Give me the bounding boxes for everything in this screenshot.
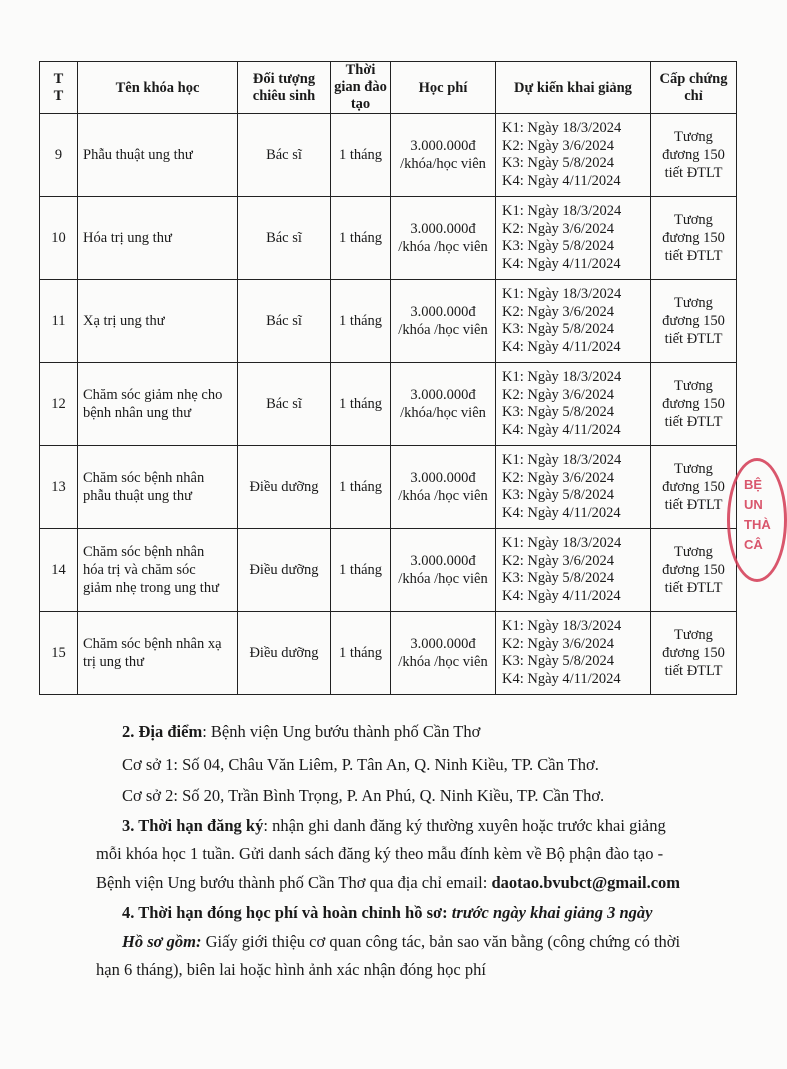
cell-certificate: [651, 197, 737, 280]
section-3-line-2: mỗi khóa học 1 tuần. Gửi danh sách đăng ký theo mẫu đính kèm về Bộ phận đào tạo -: [96, 844, 664, 863]
documents-line-2: hạn 6 tháng), biên lai hoặc hình ảnh xác nhận đóng học phí: [96, 960, 486, 979]
table-row: [40, 446, 737, 529]
cell-fee-line: 3.000.000đ: [410, 304, 476, 320]
cell-certificate: [651, 446, 737, 529]
cell-target: Bác sĩ: [238, 197, 331, 280]
cell-schedule: [496, 280, 651, 363]
cell-target: Bác sĩ: [238, 280, 331, 363]
cell-course-name-line: Phẫu thuật ung thư: [83, 147, 193, 163]
cell-schedule-line: K4: Ngày 4/11/2024: [502, 172, 621, 189]
cell-certificate-line: tiết ĐTLT: [664, 165, 723, 181]
cell-schedule: [496, 114, 651, 197]
seal-text: THÀ: [744, 517, 771, 532]
seal-text: UN: [744, 497, 763, 512]
cell-duration: 1 tháng: [331, 446, 391, 529]
cell-course-name: [78, 280, 238, 363]
cell-target: Điều dưỡng: [238, 612, 331, 695]
cell-certificate-line: đương 150: [662, 147, 725, 163]
cell-course-name-line: Chăm sóc giảm nhẹ cho: [83, 387, 223, 403]
cell-schedule-line: K1: Ngày 18/3/2024: [502, 535, 622, 551]
cell-certificate-line: đương 150: [662, 396, 725, 412]
cell-schedule: [496, 612, 651, 695]
hospital-seal: [727, 458, 787, 582]
cell-tt: 11: [40, 280, 78, 363]
cell-course-name-line: hóa trị và chăm sóc: [83, 562, 196, 578]
cell-course-name: [78, 529, 238, 612]
cell-certificate: [651, 280, 737, 363]
cell-fee-line: 3.000.000đ: [410, 387, 476, 403]
header-course-name: Tên khóa học: [78, 62, 238, 114]
cell-schedule-line: K2: Ngày 3/6/2024: [502, 386, 614, 403]
cell-fee-line: /khóa/học viên: [400, 156, 486, 172]
cell-course-name-line: giảm nhẹ trong ung thư: [83, 580, 219, 596]
cell-schedule-line: K1: Ngày 18/3/2024: [502, 618, 622, 634]
cell-fee-line: /khóa /học viên: [398, 239, 488, 255]
cell-certificate-line: tiết ĐTLT: [664, 663, 723, 679]
cell-certificate-line: tiết ĐTLT: [664, 580, 723, 596]
cell-schedule-line: K3: Ngày 5/8/2024: [502, 155, 614, 171]
cell-tt: 12: [40, 363, 78, 446]
cell-schedule-line: K4: Ngày 4/11/2024: [502, 255, 621, 272]
cell-fee: [391, 446, 496, 529]
cell-duration: 1 tháng: [331, 197, 391, 280]
cell-fee-line: /khóa/học viên: [400, 405, 486, 421]
cell-certificate-line: đương 150: [662, 645, 725, 661]
cell-course-name-line: Chăm sóc bệnh nhân: [83, 544, 205, 560]
cell-schedule-line: K1: Ngày 18/3/2024: [502, 369, 622, 385]
cell-schedule-line: K4: Ngày 4/11/2024: [502, 421, 621, 438]
cell-schedule-line: K3: Ngày 5/8/2024: [502, 487, 614, 503]
cell-certificate-line: tiết ĐTLT: [664, 414, 723, 430]
cell-fee: [391, 363, 496, 446]
cell-fee: [391, 612, 496, 695]
table-row: [40, 280, 737, 363]
cell-schedule-line: K2: Ngày 3/6/2024: [502, 552, 614, 569]
cell-target: Điều dưỡng: [238, 446, 331, 529]
cell-course-name-line: Xạ trị ung thư: [83, 313, 165, 329]
cell-schedule-line: K4: Ngày 4/11/2024: [502, 670, 621, 687]
cell-target: Bác sĩ: [238, 363, 331, 446]
cell-schedule-line: K1: Ngày 18/3/2024: [502, 203, 622, 219]
cell-tt: 9: [40, 114, 78, 197]
cell-course-name: [78, 446, 238, 529]
cell-schedule-line: K1: Ngày 18/3/2024: [502, 286, 622, 302]
cell-fee-line: /khóa /học viên: [398, 488, 488, 504]
cell-course-name-line: phẫu thuật ung thư: [83, 488, 192, 504]
cell-fee-line: 3.000.000đ: [410, 221, 476, 237]
table-row: [40, 529, 737, 612]
cell-certificate-line: tiết ĐTLT: [664, 248, 723, 264]
cell-fee-line: 3.000.000đ: [410, 636, 476, 652]
cell-schedule-line: K2: Ngày 3/6/2024: [502, 469, 614, 486]
section-4-fee-deadline: 4. Thời hạn đóng học phí và hoàn chỉnh hồ sơ: trước ngày khai giảng 3 ngày: [122, 903, 653, 922]
cell-course-name-line: Chăm sóc bệnh nhân xạ: [83, 636, 222, 652]
cell-duration: 1 tháng: [331, 363, 391, 446]
section-3-registration: 3. Thời hạn đăng ký: nhận ghi danh đăng ký thường xuyên hoặc trước khai giảng: [122, 816, 666, 835]
cell-fee: [391, 280, 496, 363]
cell-certificate-line: Tương: [674, 212, 713, 228]
cell-schedule-line: K2: Ngày 3/6/2024: [502, 303, 614, 320]
cell-schedule: [496, 197, 651, 280]
header-certificate: Cấp chứng chỉ: [651, 62, 737, 114]
table-row: [40, 612, 737, 695]
seal-text: BỆ: [744, 477, 763, 492]
cell-certificate: [651, 363, 737, 446]
cell-schedule-line: K3: Ngày 5/8/2024: [502, 238, 614, 254]
cell-tt: 10: [40, 197, 78, 280]
table-row: [40, 114, 737, 197]
cell-course-name-line: bệnh nhân ung thư: [83, 405, 192, 421]
cell-duration: 1 tháng: [331, 280, 391, 363]
cell-schedule-line: K2: Ngày 3/6/2024: [502, 635, 614, 652]
header-target: Đối tượng chiêu sinh: [238, 62, 331, 114]
cell-course-name: [78, 114, 238, 197]
cell-schedule-line: K4: Ngày 4/11/2024: [502, 504, 621, 521]
cell-certificate-line: Tương: [674, 295, 713, 311]
seal-text: CÂ: [744, 537, 763, 552]
table-header-row: [40, 62, 737, 114]
cell-certificate-line: Tương: [674, 378, 713, 394]
cell-schedule: [496, 529, 651, 612]
campus-1: Cơ sở 1: Số 04, Châu Văn Liêm, P. Tân An, Q. Ninh Kiều, TP. Cần Thơ.: [122, 755, 599, 774]
cell-course-name: [78, 197, 238, 280]
cell-certificate-line: tiết ĐTLT: [664, 331, 723, 347]
cell-fee-line: 3.000.000đ: [410, 470, 476, 486]
cell-schedule: [496, 446, 651, 529]
cell-fee-line: /khóa /học viên: [398, 654, 488, 670]
cell-schedule-line: K2: Ngày 3/6/2024: [502, 220, 614, 237]
cell-tt: 14: [40, 529, 78, 612]
cell-certificate-line: Tương: [674, 544, 713, 560]
cell-course-name-line: Hóa trị ung thư: [83, 230, 172, 246]
cell-schedule-line: K2: Ngày 3/6/2024: [502, 137, 614, 154]
cell-fee: [391, 114, 496, 197]
cell-certificate-line: Tương: [674, 129, 713, 145]
documents-required: Hồ sơ gồm: Giấy giới thiệu cơ quan công tác, bản sao văn bằng (công chứng có thời: [122, 932, 681, 951]
cell-tt: 13: [40, 446, 78, 529]
cell-course-name-line: Chăm sóc bệnh nhân: [83, 470, 205, 486]
cell-duration: 1 tháng: [331, 612, 391, 695]
table-row: [40, 197, 737, 280]
cell-certificate-line: đương 150: [662, 313, 725, 329]
cell-schedule-line: K1: Ngày 18/3/2024: [502, 120, 622, 136]
header-schedule: Dự kiến khai giảng: [496, 62, 651, 114]
cell-duration: 1 tháng: [331, 114, 391, 197]
cell-course-name-line: trị ung thư: [83, 654, 145, 670]
course-table: [39, 61, 737, 695]
header-fee: Học phí: [391, 62, 496, 114]
cell-schedule-line: K4: Ngày 4/11/2024: [502, 587, 621, 604]
cell-schedule-line: K3: Ngày 5/8/2024: [502, 321, 614, 337]
cell-schedule-line: K1: Ngày 18/3/2024: [502, 452, 622, 468]
cell-certificate-line: Tương: [674, 461, 713, 477]
section-2-location: 2. Địa điểm: Bệnh viện Ung bướu thành phố Cần Thơ: [122, 722, 481, 741]
cell-schedule-line: K3: Ngày 5/8/2024: [502, 653, 614, 669]
cell-tt: 15: [40, 612, 78, 695]
cell-fee-line: 3.000.000đ: [410, 553, 476, 569]
cell-certificate-line: đương 150: [662, 562, 725, 578]
cell-fee-line: /khóa /học viên: [398, 322, 488, 338]
cell-fee: [391, 529, 496, 612]
cell-fee-line: 3.000.000đ: [410, 138, 476, 154]
cell-certificate-line: Tương: [674, 627, 713, 643]
cell-schedule-line: K4: Ngày 4/11/2024: [502, 338, 621, 355]
cell-course-name: [78, 363, 238, 446]
cell-schedule-line: K3: Ngày 5/8/2024: [502, 404, 614, 420]
cell-certificate-line: đương 150: [662, 479, 725, 495]
campus-2: Cơ sở 2: Số 20, Trần Bình Trọng, P. An Phú, Q. Ninh Kiều, TP. Cần Thơ.: [122, 786, 605, 805]
header-tt: T T: [40, 62, 78, 114]
cell-fee-line: /khóa /học viên: [398, 571, 488, 587]
cell-fee: [391, 197, 496, 280]
cell-target: Bác sĩ: [238, 114, 331, 197]
cell-schedule: [496, 363, 651, 446]
cell-target: Điều dưỡng: [238, 529, 331, 612]
cell-certificate-line: tiết ĐTLT: [664, 497, 723, 513]
email-link[interactable]: daotao.bvubct@gmail.com: [491, 873, 681, 892]
table-row: [40, 363, 737, 446]
cell-certificate: [651, 612, 737, 695]
cell-schedule-line: K3: Ngày 5/8/2024: [502, 570, 614, 586]
cell-duration: 1 tháng: [331, 529, 391, 612]
cell-certificate: [651, 114, 737, 197]
section-3-line-3: Bệnh viện Ung bướu thành phố Cần Thơ qua địa chỉ email: daotao.bvubct@gmail.com: [96, 873, 681, 892]
header-duration: Thời gian đào tạo: [331, 62, 391, 114]
cell-certificate: [651, 529, 737, 612]
cell-course-name: [78, 612, 238, 695]
cell-certificate-line: đương 150: [662, 230, 725, 246]
